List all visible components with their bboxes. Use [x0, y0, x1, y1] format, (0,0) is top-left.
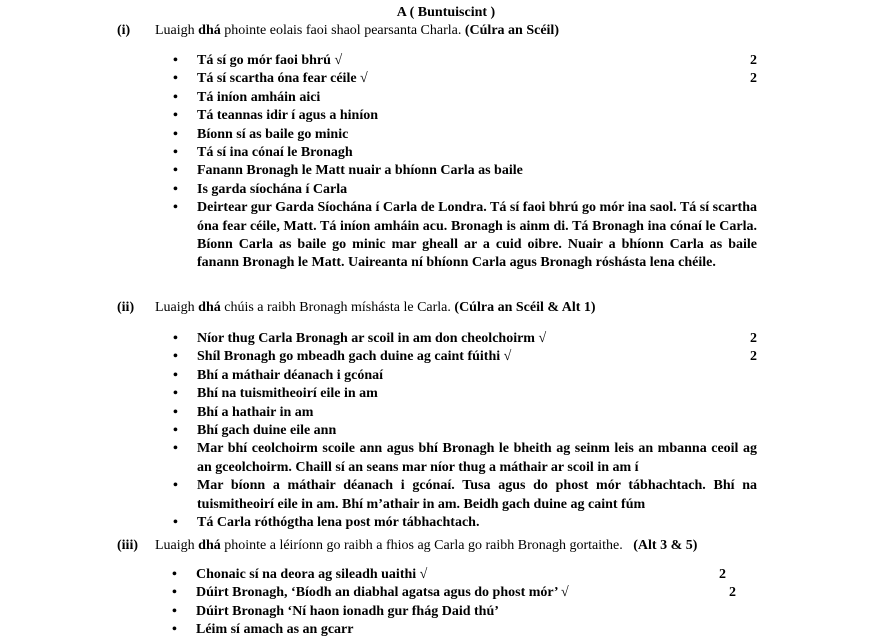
answer-item: • Fanann Bronagh le Matt nuair a bhíonn Carla as baile: [167, 162, 757, 180]
question-1: [117, 22, 872, 40]
answer-item: • Dúirt Bronagh ‘Ní haon ionadh gur fhág Daid thú’: [166, 603, 732, 621]
answer-item: • Tá teannas idir í agus a hiníon: [167, 107, 757, 125]
score: 2: [729, 585, 736, 601]
answer-item: • Bhí gach duine eile ann: [167, 422, 757, 440]
tick-mark: √: [360, 71, 368, 87]
answer-item: • Bhí a máthair déanach i gcónaí: [167, 367, 757, 385]
answer-paragraph: • Mar bíonn a máthair déanach i gcónaí. Tusa agus do phost mór tábhachtach. Bhí na tuismitheoirí eile in am. Bhí m’athair in am. Beidh gach duine ag caint fúm: [167, 477, 757, 514]
question-reference: (Cúlra an Scéil & Alt 1): [454, 300, 596, 315]
tick-mark: √: [419, 567, 428, 582]
question-reference: (Alt 3 & 5): [633, 538, 698, 553]
answer-paragraph: • Mar bhí ceolchoirm scoile ann agus bhí Bronagh le bheith ag seinm leis an mbanna ceoil ag an gceolchoirm. Chaill sí an seans mar níor thug a máthair ar scoil in am í: [167, 440, 757, 477]
answer-item: • Bíonn sí as baile go minic: [167, 126, 757, 144]
score: 2: [750, 349, 757, 365]
question-text-pre: Luaigh: [155, 300, 199, 315]
answer-item: • Bhí a hathair in am: [167, 404, 757, 422]
answer-paragraph: • Deirtear gur Garda Síochána í Carla de Londra. Tá sí faoi bhrú go mór ina saol. Tá sí scartha óna fear céile, Matt. Tá iníon amháin acu. Bronagh is ainm di. Tá Bronagh ina cónaí le Carla. Bíonn Carla as baile go minic mar gheall ar a cuid oibre. Nuair a bhíonn Carla as baile fanann Bronagh le Matt. Uaireanta ní bhíonn Carla agus Bronagh róshásta lena chéile.: [167, 199, 757, 273]
answer-item: • Tá sí ina cónaí le Bronagh: [167, 144, 757, 162]
score: 2: [719, 567, 726, 582]
question-2: [117, 299, 872, 317]
question-reference: (Cúlra an Scéil): [464, 23, 559, 38]
answer-item: • Tá sí go mór faoi bhrú √ 2: [167, 52, 757, 70]
question-text-post: phointe a léiríonn go raibh a fhios ag Carla go raibh Bronagh gortaithe.: [220, 538, 634, 553]
question-number: (i): [117, 23, 131, 38]
question-text-post: phointe eolais faoi shaol pearsanta Charla.: [220, 23, 465, 38]
answer-item: • Tá sí scartha óna fear céile √ 2: [167, 70, 757, 88]
tick-mark: √: [538, 331, 547, 346]
answer-list-3: [166, 566, 736, 640]
question-number: (ii): [117, 300, 135, 315]
tick-mark: √: [503, 349, 512, 365]
question-text-bold: dhá: [198, 538, 221, 553]
question-text-post: chúis a raibh Bronagh míshásta le Carla.: [220, 300, 455, 315]
answer-item: • Tá iníon amháin aici: [167, 89, 757, 107]
answer-item: • Shíl Bronagh go mbeadh gach duine ag caint fúithi √ 2: [167, 348, 757, 366]
answer-list-1: [167, 52, 757, 273]
question-text-bold: dhá: [198, 300, 221, 315]
question-3: [117, 537, 872, 555]
answer-item: • Dúirt Bronagh, ‘Bíodh an diabhal agatsa agus do phost mór’ √ 2: [166, 584, 732, 602]
answer-item: • Is garda síochána í Carla: [167, 181, 757, 199]
answer-item: • Chonaic sí na deora ag sileadh uaithi √ 2: [166, 566, 732, 584]
tick-mark: √: [560, 585, 569, 601]
tick-mark: √: [334, 53, 343, 68]
answer-item: • Tá Carla róthógtha lena post mór tábhachtach.: [167, 514, 757, 532]
answer-item: • Bhí na tuismitheoirí eile in am: [167, 385, 757, 403]
score: 2: [750, 331, 757, 346]
score: 2: [750, 71, 757, 87]
question-text-pre: Luaigh: [155, 538, 199, 553]
section-title: A ( Buntuiscint ): [396, 5, 496, 20]
question-text-bold: dhá: [198, 23, 221, 38]
question-text-pre: Luaigh: [155, 23, 199, 38]
answer-list-2: [167, 330, 757, 532]
answer-item: • Níor thug Carla Bronagh ar scoil in am don cheolchoirm √ 2: [167, 330, 757, 348]
score: 2: [750, 53, 757, 68]
answer-item: • Léim sí amach as an gcarr: [166, 621, 732, 639]
question-number: (iii): [117, 538, 138, 553]
